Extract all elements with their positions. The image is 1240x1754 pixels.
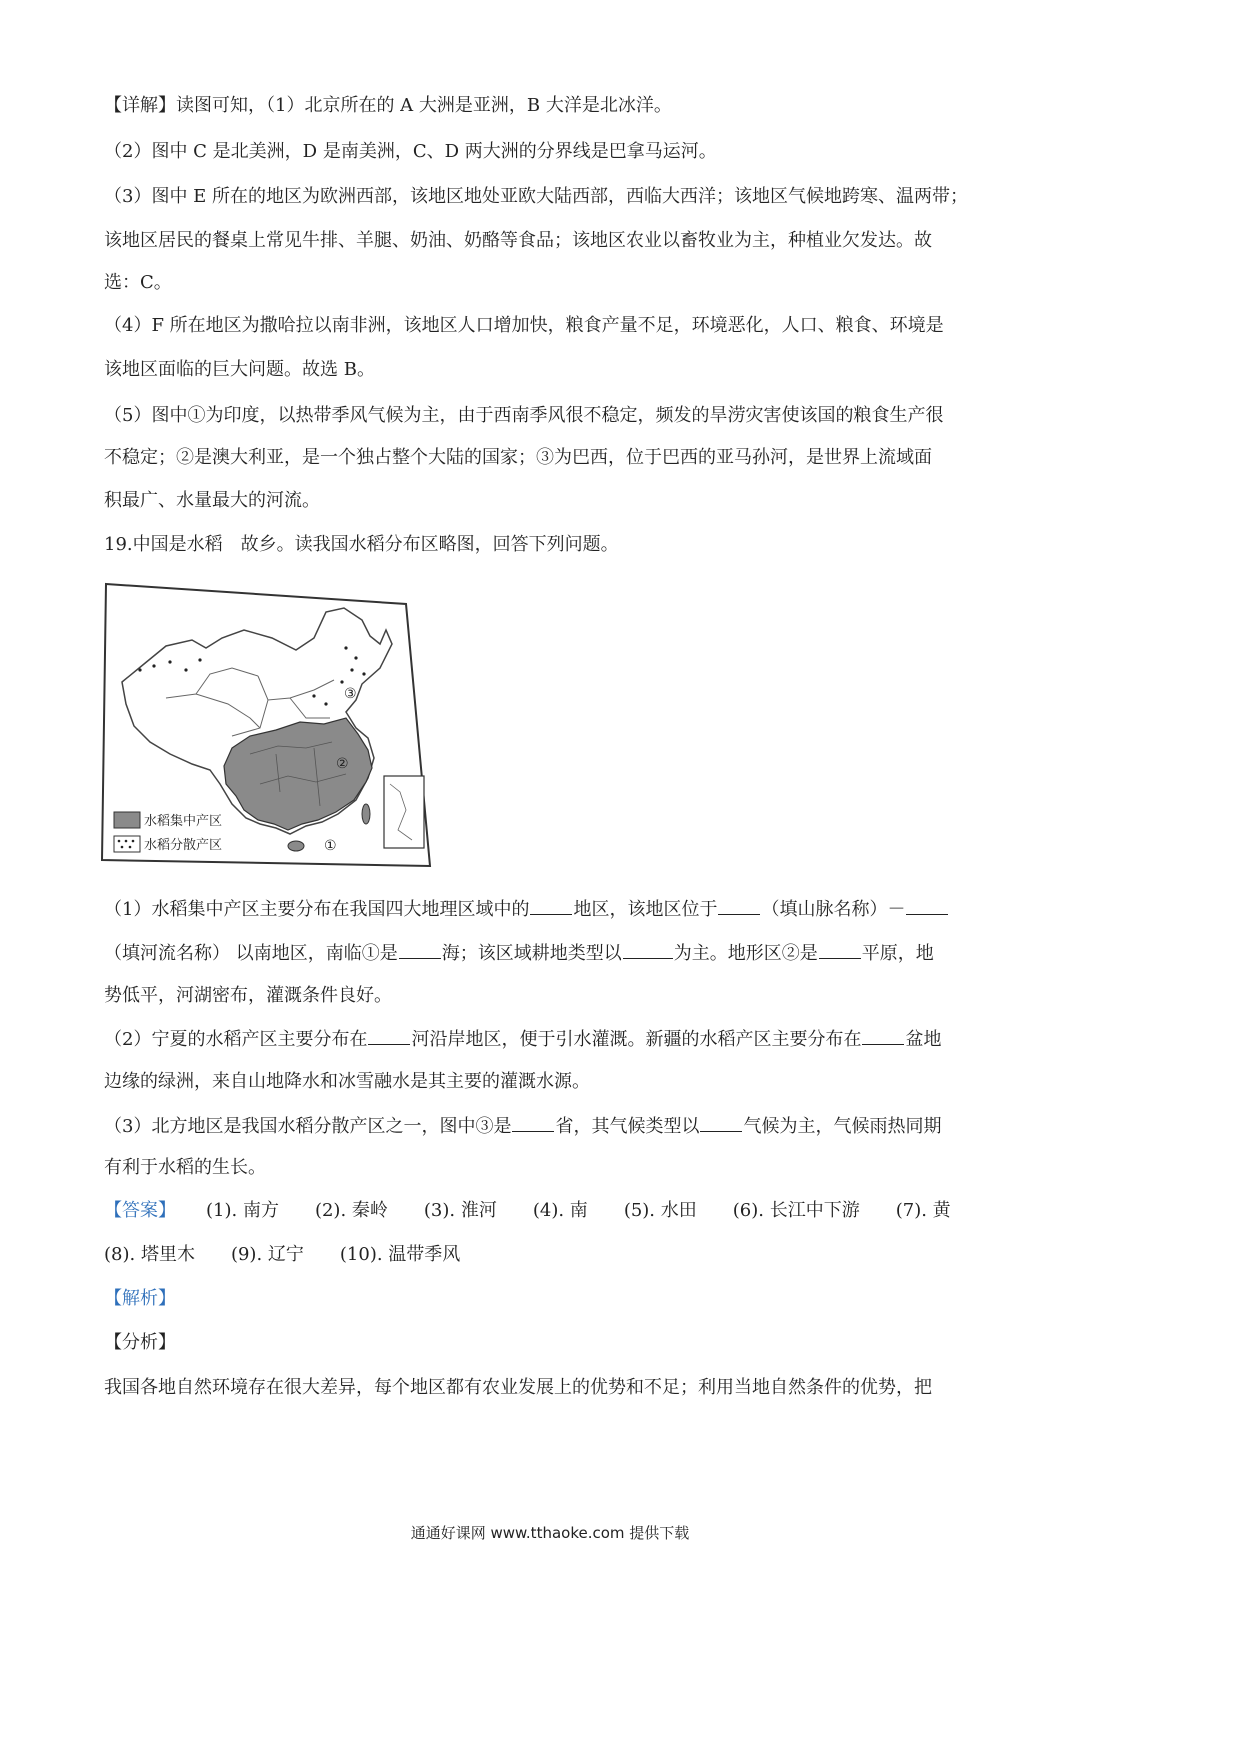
answer-item: (1). 南方: [206, 1200, 279, 1221]
answer-item: (6). 长江中下游: [732, 1200, 860, 1221]
fenxi-text: 我国各地自然环境存在很大差异，每个地区都有农业发展上的优势和不足；利用当地自然条件的优势，把: [104, 1377, 932, 1398]
blank-6[interactable]: [819, 940, 861, 959]
blank-5[interactable]: [623, 940, 673, 959]
q19-p1-text-a: （1）水稻集中产区主要分布在我国四大地理区域中的: [104, 899, 530, 920]
blank-9[interactable]: [512, 1113, 554, 1132]
blank-7[interactable]: [368, 1026, 410, 1045]
blank-4[interactable]: [399, 940, 441, 959]
question-19-title: 19.中国是水稻 故乡。读我国水稻分布区略图，回答下列问题。: [104, 534, 619, 555]
q19-p1-text-e: 海；该区域耕地类型以: [441, 943, 622, 964]
answer-label: 【答案】: [104, 1200, 176, 1221]
q19-p1-text-g: 平原，地: [861, 943, 934, 964]
q19-p1-text-b: 地区，该地区位于: [573, 899, 718, 920]
map-marker-1: ①: [324, 838, 337, 854]
q19-part1-line-1: [104, 896, 949, 922]
detail-line-6: （4）F 所在地区为撒哈拉以南非洲，该地区人口增加快，粮食产量不足，环境恶化，人口、粮食、环境是: [104, 315, 944, 336]
q19-p2-text-a: （2）宁夏的水稻产区主要分布在: [104, 1029, 368, 1050]
q19-p1-text-d: （填河流名称） 以南地区，南临①是: [104, 943, 398, 964]
detail-line-7: 该地区面临的巨大问题。故选 B。: [104, 359, 375, 380]
q19-part3-line-1: [104, 1113, 941, 1139]
q19-part3-line-2: 有利于水稻的生长。: [104, 1157, 266, 1178]
china-map-sketch: [100, 578, 436, 868]
blank-1[interactable]: [530, 896, 572, 915]
answer-item: (3). 淮河: [423, 1200, 497, 1221]
answer-line-1: [104, 1199, 951, 1223]
q19-p3-text-c: 气候为主，气候雨热同期: [743, 1116, 942, 1137]
map-marker-2: ②: [336, 756, 349, 772]
q19-part2-line-1: [104, 1026, 941, 1052]
detail-line-4: 该地区居民的餐桌上常见牛排、羊腿、奶油、奶酪等食品；该地区农业以畜牧业为主，种植业欠发达。故: [104, 230, 932, 251]
blank-10[interactable]: [700, 1113, 742, 1132]
q19-p2-text-c: 盆地: [905, 1029, 942, 1050]
q19-p2-text-b: 河沿岸地区，便于引水灌溉。新疆的水稻产区主要分布在: [411, 1029, 862, 1050]
page-footer: 通通好课网 www.tthaoke.com 提供下载: [410, 1524, 690, 1542]
answer-line-2: [104, 1243, 460, 1267]
blank-8[interactable]: [862, 1026, 904, 1045]
legend-concentrated-label: 水稻集中产区: [144, 814, 223, 829]
q19-p3-text-b: 省，其气候类型以: [555, 1116, 700, 1137]
detail-line-5: 选：C。: [104, 272, 172, 293]
answer-item: (4). 南: [532, 1200, 588, 1221]
detail-line-9: 不稳定；②是澳大利亚，是一个独占整个大陆的国家；③为巴西，位于巴西的亚马孙河，是世界上流域面: [104, 447, 932, 468]
q19-p3-text-a: （3）北方地区是我国水稻分散产区之一，图中③是: [104, 1116, 512, 1137]
fenxi-label: 【分析】: [104, 1332, 176, 1353]
answer-item: (5). 水田: [623, 1200, 697, 1221]
detail-line-2: （2）图中 C 是北美洲，D 是南美洲，C、D 两大洲的分界线是巴拿马运河。: [104, 141, 717, 162]
blank-2[interactable]: [718, 896, 760, 915]
map-marker-3: ③: [344, 686, 357, 702]
q19-part1-line-2: [104, 940, 934, 966]
q19-part1-line-3: 势低平，河湖密布，灌溉条件良好。: [104, 985, 392, 1006]
q19-part2-line-2: 边缘的绿洲，来自山地降水和冰雪融水是其主要的灌溉水源。: [104, 1071, 590, 1092]
answer-item: (8). 塔里木: [104, 1244, 195, 1265]
rice-distribution-map: [100, 578, 436, 868]
answer-item: (2). 秦岭: [314, 1200, 388, 1221]
detail-line-3: （3）图中 E 所在的地区为欧洲西部，该地区地处亚欧大陆西部，西临大西洋；该地区气候地跨寒、温两带；: [104, 186, 969, 207]
q19-p1-text-f: 为主。地形区②是: [673, 943, 818, 964]
answer-item: (9). 辽宁: [230, 1244, 304, 1265]
detail-line-8: （5）图中①为印度，以热带季风气候为主，由于西南季风很不稳定，频发的旱涝灾害使该国的粮食生产很: [104, 405, 944, 426]
detail-line-1: 【详解】读图可知，（1）北京所在的 A 大洲是亚洲，B 大洋是北冰洋。: [104, 95, 672, 116]
blank-3[interactable]: [906, 896, 948, 915]
analysis-label: 【解析】: [104, 1288, 176, 1309]
answer-item: (7). 黄: [895, 1200, 951, 1221]
answer-item: (10). 温带季风: [339, 1244, 461, 1265]
legend-scattered-label: 水稻分散产区: [144, 838, 223, 853]
detail-line-10: 积最广、水量最大的河流。: [104, 490, 320, 511]
q19-p1-text-c: （填山脉名称）－: [761, 899, 906, 920]
